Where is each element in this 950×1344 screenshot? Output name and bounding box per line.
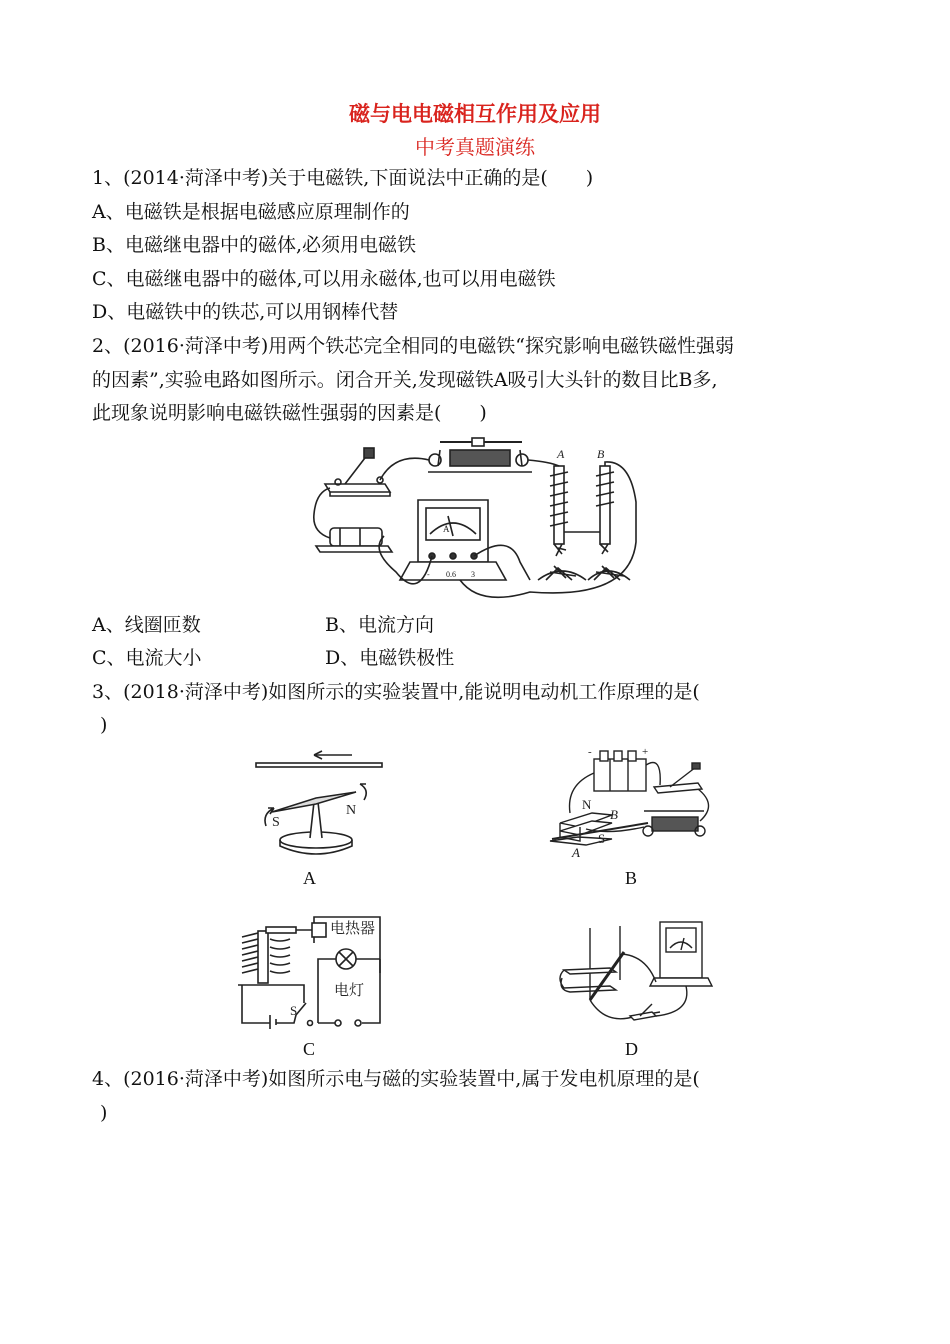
q2-terminal-3: 3 — [471, 570, 475, 579]
page-subtitle: 中考真题演练 — [415, 135, 535, 159]
q3a-s-label: S — [272, 815, 280, 830]
q2-option-c: C、电流大小 — [92, 647, 202, 669]
q2-option-b: B、电流方向 — [325, 614, 434, 636]
q3b-minus: - — [588, 746, 592, 758]
q3-figure-b — [548, 745, 720, 860]
q3-figure-b-caption: B — [625, 868, 638, 888]
q3b-a-label: A — [572, 845, 580, 860]
q1-option-a: A、电磁铁是根据电磁感应原理制作的 — [92, 201, 410, 223]
q3a-n-label: N — [346, 803, 357, 818]
page-title: 磁与电电磁相互作用及应用 — [349, 101, 601, 126]
q4-stem-line-1: 4、(2016·菏泽中考)如图所示电与磁的实验装置中,属于发电机原理的是( — [92, 1068, 700, 1090]
q2-option-d: D、电磁铁极性 — [325, 647, 455, 669]
q3-figure-c — [234, 903, 394, 1029]
q3b-b-label: B — [610, 807, 618, 822]
q2-stem-line-1: 2、(2016·菏泽中考)用两个铁芯完全相同的电磁铁“探究影响电磁铁磁性强弱 — [92, 335, 735, 357]
q3c-s-label: S — [290, 1003, 298, 1018]
q3b-s-label: S — [598, 831, 606, 846]
q3b-plus: + — [642, 746, 649, 758]
q3-figure-d-caption: D — [625, 1039, 638, 1059]
q1-option-d: D、电磁铁中的铁芯,可以用钢棒代替 — [92, 301, 399, 323]
q1-stem: 1、(2014·菏泽中考)关于电磁铁,下面说法中正确的是( ) — [92, 167, 594, 189]
q3-figure-a — [252, 750, 392, 860]
q1-option-b: B、电磁继电器中的磁体,必须用电磁铁 — [92, 234, 417, 256]
q2-stem-line-3: 此现象说明影响电磁铁磁性强弱的因素是( ) — [92, 402, 487, 424]
q3-stem-line-2: ) — [100, 714, 108, 736]
q2-terminal-neg: - — [427, 570, 430, 579]
q2-circuit-figure — [300, 432, 650, 602]
q2-magnet-b-label: B — [597, 447, 605, 461]
q3-figure-a-caption: A — [303, 868, 316, 888]
q1-option-c: C、电磁继电器中的磁体,可以用永磁体,也可以用电磁铁 — [92, 268, 556, 290]
q3c-heater-label: 电热器 — [330, 921, 376, 937]
q2-ammeter-label: A — [443, 524, 450, 534]
q3-stem-line-1: 3、(2018·菏泽中考)如图所示的实验装置中,能说明电动机工作原理的是( — [92, 681, 700, 703]
q3-figure-d — [556, 916, 716, 1028]
q3-figure-c-caption: C — [303, 1039, 316, 1059]
q2-magnet-a-label: A — [557, 447, 565, 461]
q4-stem-line-2: ) — [100, 1102, 108, 1124]
q2-terminal-06: 0.6 — [446, 570, 456, 579]
q3c-lamp-label: 电灯 — [334, 983, 365, 999]
q3b-n-label: N — [582, 797, 592, 812]
q2-stem-line-2: 的因素”,实验电路如图所示。闭合开关,发现磁铁A吸引大头针的数目比B多, — [92, 369, 718, 391]
q2-option-a: A、线圈匝数 — [92, 614, 201, 636]
